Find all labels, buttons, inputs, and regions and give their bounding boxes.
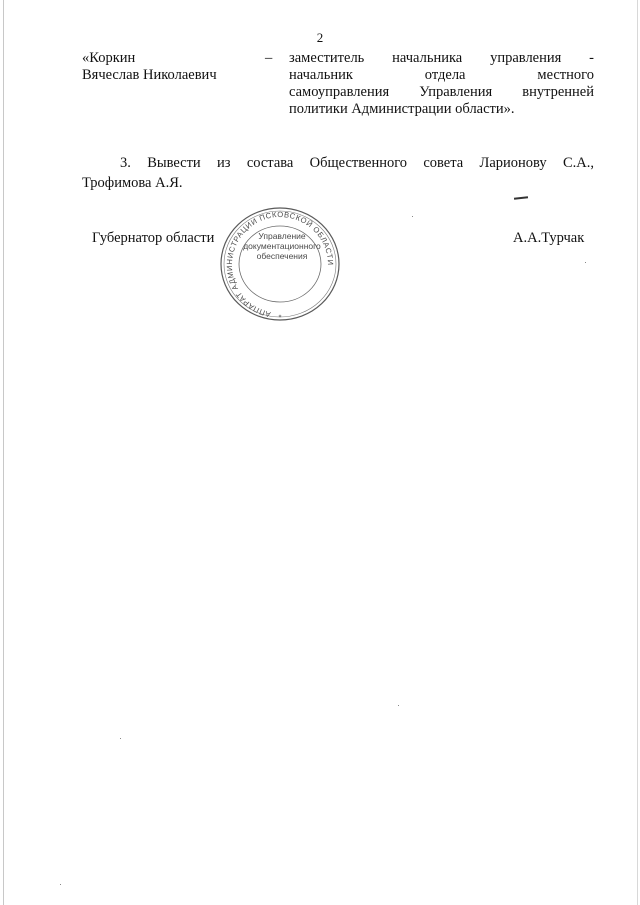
paragraph-item-3 <box>82 153 594 193</box>
scan-speck <box>585 262 586 263</box>
paragraph-item-3-line2: Трофимова А.Я. <box>82 175 183 191</box>
scan-speck <box>412 216 413 217</box>
seal-center-line2: документационного <box>243 241 321 251</box>
seal-center-line3: обеспечения <box>256 251 308 261</box>
member-role-line1: заместитель начальника управления - <box>289 50 594 66</box>
scan-edge-left <box>3 0 4 905</box>
scan-edge-right <box>637 0 638 905</box>
seal-ring-text: АППАРАТ АДМИНИСТРАЦИИ ПСКОВСКОЙ ОБЛАСТИ <box>224 209 336 320</box>
member-name-line1: «Коркин <box>82 50 136 66</box>
page-number: 2 <box>316 30 324 45</box>
entry-dash: – <box>265 50 273 66</box>
scan-speck <box>120 738 121 739</box>
signatory-name: А.А.Турчак <box>513 230 585 246</box>
seal-graphic <box>218 205 342 323</box>
paragraph-item-3-line1: 3. Вывести из состава Общественного совета Ларионову С.А., <box>120 155 594 171</box>
member-role-line2: начальник отдела местного <box>289 67 594 83</box>
signature-stroke <box>514 196 528 199</box>
official-seal <box>218 205 342 323</box>
member-role <box>289 50 594 118</box>
member-name <box>82 50 272 84</box>
scan-speck <box>398 705 399 706</box>
member-name-line2: Вячеслав Николаевич <box>82 67 217 83</box>
member-role-line4: политики Администрации области». <box>289 101 515 117</box>
seal-center-line1: Управление <box>258 231 306 241</box>
seal-star-icon: * <box>278 314 282 321</box>
member-role-line3: самоуправления Управления внутренней <box>289 84 594 100</box>
scan-speck <box>60 884 61 885</box>
seal-center-text <box>242 231 322 261</box>
signatory-title: Губернатор области <box>92 230 215 246</box>
